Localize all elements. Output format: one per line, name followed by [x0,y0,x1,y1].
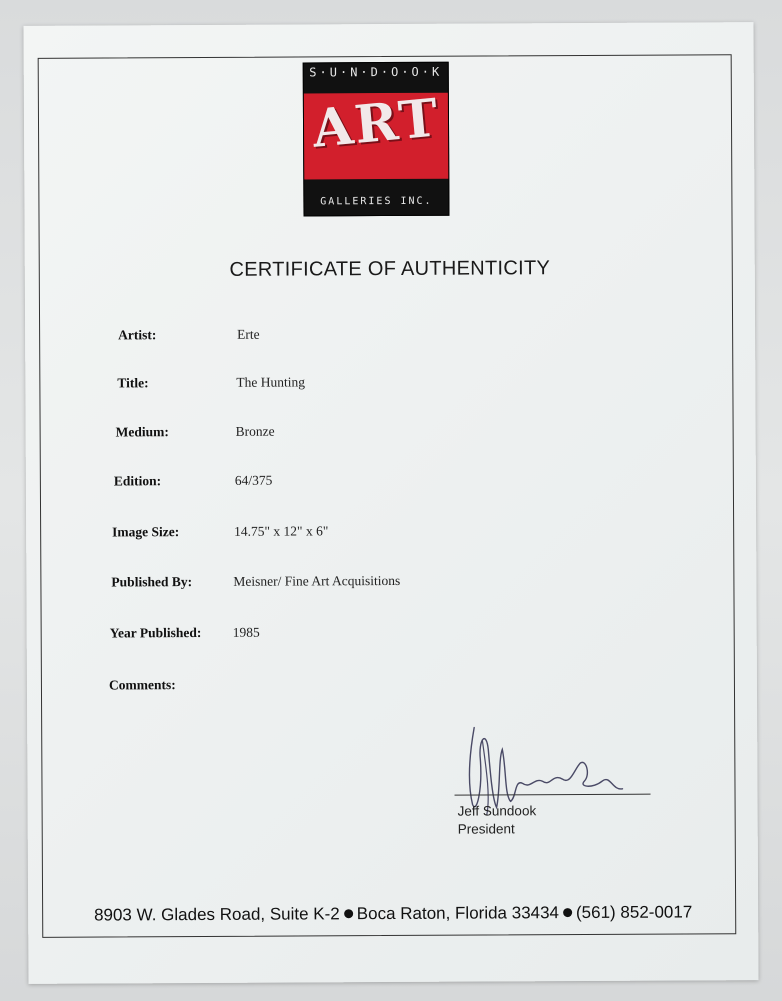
certificate-title: CERTIFICATE OF AUTHENTICITY [229,257,551,281]
certificate-sheet [23,22,758,984]
title-label: Title: [117,375,149,391]
logo-bottom-text: GALLERIES INC. [320,195,433,208]
year-published-label: Year Published: [109,624,202,641]
footer-phone: (561) 852-0017 [575,902,693,923]
gallery-logo [303,62,450,217]
title-value: The Hunting [236,374,306,390]
artist-value: Erte [237,326,260,342]
signatory-position: President [457,821,515,837]
comments-label: Comments: [108,677,176,693]
logo-main-text: ART [309,87,443,160]
published-by-label: Published By: [111,574,193,590]
edition-value: 64/375 [234,472,273,488]
medium-value: Bronze [235,423,275,439]
bullet-icon [563,908,572,917]
footer-address [28,902,758,926]
footer-city: Boca Raton, Florida 33434 [356,903,560,924]
signatory-name: Jeff Sundook [457,803,537,819]
image-size-value: 14.75" x 12" x 6" [234,523,329,539]
signatory-block [458,802,537,838]
edition-label: Edition: [113,473,162,489]
artist-label: Artist: [118,327,157,343]
medium-label: Medium: [115,424,169,440]
published-by-value: Meisner/ Fine Art Acquisitions [233,572,401,589]
footer-street: 8903 W. Glades Road, Suite K-2 [93,904,340,925]
bullet-icon [344,909,353,918]
image-size-label: Image Size: [112,524,180,540]
logo-top-text: S·U·N·D·O·O·K [309,64,443,80]
year-published-value: 1985 [232,624,260,640]
